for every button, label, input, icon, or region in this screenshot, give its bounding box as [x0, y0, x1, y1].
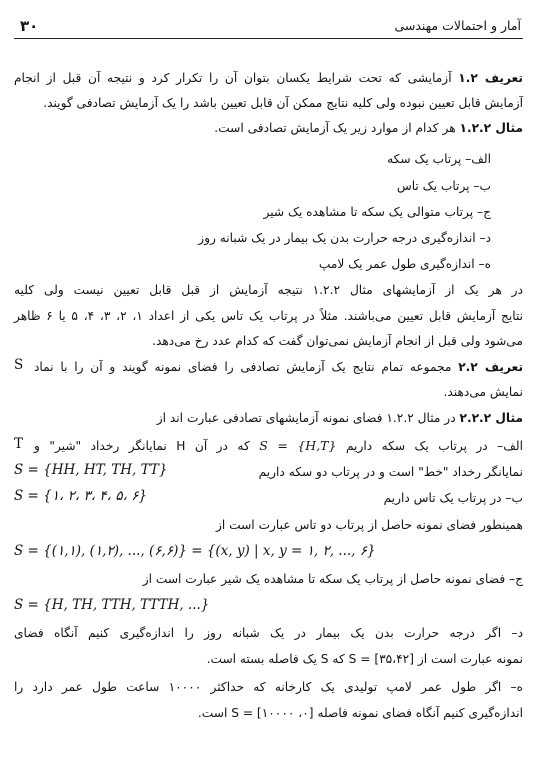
- page-header: [14, 16, 523, 39]
- book-title: آمار و احتمالات مهندسی: [394, 18, 521, 33]
- paragraph-line-2: نتایج آزمایش قابل تعیین می‌باشند. مثلاً در پرتاب یک تاس یکی از اعداد ۱، ۲، ۳، ۴، ۵ یا ۶ ظاهر: [14, 309, 524, 323]
- example-item-e: ه– اندازه‌گیری طول عمر یک لامپ: [318, 257, 491, 271]
- definition-2-2-text: مجموعه تمام نتایج یک آزمایش تصادفی را فضای نمونه گویند و آن را با نماد: [34, 360, 452, 374]
- example-item-b: ب– پرتاب یک تاس: [396, 179, 491, 193]
- example-d-line-1: د– اگر درجه حرارت بدن یک بیمار در یک شبانه روز را اندازه‌گیری کنیم آنگاه فضای: [14, 626, 523, 640]
- example-item-d: د– اندازه‌گیری درجه حرارت بدن یک بیمار در یک شبانه روز: [198, 231, 491, 245]
- example-a-line-2: نمایانگر رخداد "خط" است و در پرتاب دو سکه داریم: [258, 465, 523, 479]
- die-sample-space: S = {۱، ۲، ۳، ۴، ۵، ۶}: [14, 488, 148, 504]
- definition-1-2-text: آزمایشی که تحت شرایط یکسان بتوان آن را تکرار کرد و نتیجه آن قبل از انجام: [14, 71, 452, 85]
- tails-symbol: T: [14, 436, 24, 452]
- example-1-2-2-label: مثال ۱.۲.۲: [459, 121, 523, 135]
- example-a-text: الف– در پرتاب یک سکه داریم: [345, 439, 523, 453]
- coin-sample-space: S = {H,T}: [259, 438, 337, 453]
- two-dice-sample-space: S = {(۱,۱), (۱,۲), ..., (۶,۶)} = {(x, y) | x, y = ۱, ۲, ..., ۶}: [14, 543, 376, 559]
- definition-2-2-label: تعریف ۲.۲: [458, 360, 524, 374]
- example-item-c: ج– پرتاب متوالی یک سکه تا مشاهده یک شیر: [263, 205, 491, 219]
- coin-until-head-sample-space: S = {H, TH, TTH, TTTH, ...}: [14, 597, 210, 613]
- example-b-line-1: ب– در پرتاب یک تاس داریم: [383, 491, 523, 505]
- paragraph-line-3: می‌شود ولی قبل از انجام آزمایش نمی‌توان گفت که کدام عدد رخ می‌دهد.: [152, 334, 523, 348]
- example-1-2-2-text: هر کدام از موارد زیر یک آزمایش تصادفی است.: [214, 121, 456, 135]
- example-d-line-2: نمونه عبارت است از [۳۵،۴۲] = S که S یک فاصله بسته است.: [206, 652, 523, 666]
- example-2-2-2-intro: در مثال ۱.۲.۲ فضای نمونه آزمایشهای تصادفی عبارت اند از: [156, 411, 456, 425]
- paragraph-line-1: در هر یک از آزمایشهای مثال ۱.۲.۲ نتیجه آزمایش از قبل قابل تعیین نیست ولی کلیه: [14, 283, 523, 297]
- example-2-2-2-label: مثال ۲.۲.۲: [459, 411, 523, 425]
- example-b-line-2: همینطور فضای نمونه حاصل از پرتاب دو تاس عبارت است از: [215, 518, 523, 532]
- definition-2-2-line-1: [34, 359, 523, 375]
- example-e-line-1: ه– اگر طول عمر لامپ تولیدی یک کارخانه که حداکثر ۱۰۰۰۰ ساعت طول عمر دارد را: [14, 680, 523, 694]
- two-coins-sample-space: S = {HH, HT, TH, TT}: [14, 462, 168, 478]
- example-c-line-1: ج– فضای نمونه حاصل از پرتاب یک سکه تا مشاهده یک شیر عبارت است از: [142, 572, 523, 586]
- definition-1-2-line-1: [14, 70, 523, 86]
- example-2-2-2-heading: [157, 410, 523, 426]
- example-1-2-2-heading: [214, 120, 523, 136]
- definition-1-2-line-2: آزمایش قابل تعیین نبوده ولی کلیه نتایج ممکن آن قابل تعیین باشد را یک آزمایش تصادفی گویند.: [43, 96, 523, 110]
- definition-1-2-label: تعریف ۱.۲: [458, 71, 524, 85]
- example-a-text-rest: که در آن H نمایانگر رخداد "شیر" و: [34, 439, 250, 453]
- example-item-a: الف– پرتاب یک سکه: [387, 152, 491, 166]
- example-e-line-2: اندازه‌گیری کنیم آنگاه فضای نمونه فاصله [۰، ۱۰۰۰۰] = S است.: [197, 706, 523, 720]
- page-number: ۳۰: [20, 17, 39, 35]
- sample-space-symbol: S: [14, 357, 24, 373]
- definition-2-2-line-2: نمایش می‌دهند.: [443, 385, 523, 399]
- example-a-line-1: [34, 438, 523, 454]
